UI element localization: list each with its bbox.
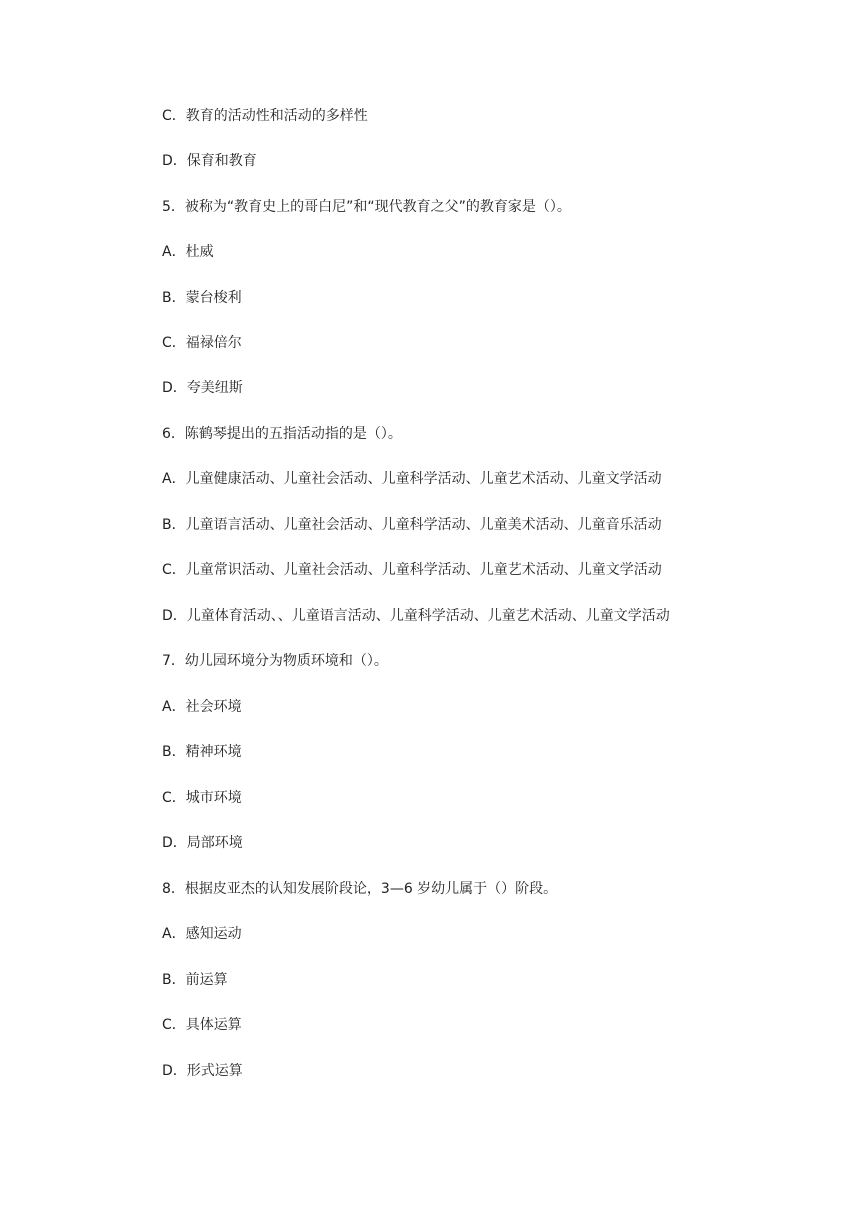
q8-option-b: B．前运算 (162, 972, 228, 988)
q7-option-d: D．局部环境 (162, 835, 243, 851)
q7-option-c: C．城市环境 (162, 790, 242, 806)
q6-option-b: B．儿童语言活动、儿童社会活动、儿童科学活动、儿童美术活动、儿童音乐活动 (162, 517, 662, 533)
q8-question: 8．根据皮亚杰的认知发展阶段论，3—6 岁幼儿属于（）阶段。 (162, 881, 558, 897)
q5-option-b: B．蒙台梭利 (162, 290, 242, 306)
q6-option-c: C．儿童常识活动、儿童社会活动、儿童科学活动、儿童艺术活动、儿童文学活动 (162, 562, 662, 578)
q4-option-c: C．教育的活动性和活动的多样性 (162, 108, 368, 124)
q5-option-d: D．夸美纽斯 (162, 380, 243, 396)
q6-question: 6．陈鹤琴提出的五指活动指的是（）。 (162, 426, 402, 442)
q7-option-b: B．精神环境 (162, 744, 242, 760)
q6-option-a: A．儿童健康活动、儿童社会活动、儿童科学活动、儿童艺术活动、儿童文学活动 (162, 471, 662, 487)
q5-question: 5．被称为“教育史上的哥白尼”和“现代教育之父”的教育家是（）。 (162, 199, 571, 215)
q7-question: 7．幼儿园环境分为物质环境和（）。 (162, 653, 388, 669)
q5-option-c: C．福禄倍尔 (162, 335, 242, 351)
q5-option-a: A．杜威 (162, 244, 214, 260)
q6-option-d: D．儿童体育活动、、儿童语言活动、儿童科学活动、儿童艺术活动、儿童文学活动 (162, 608, 670, 624)
q4-option-d: D．保育和教育 (162, 153, 257, 169)
q8-option-c: C．具体运算 (162, 1017, 242, 1033)
q8-option-d: D．形式运算 (162, 1063, 243, 1079)
q7-option-a: A．社会环境 (162, 699, 242, 715)
q8-option-a: A．感知运动 (162, 926, 242, 942)
